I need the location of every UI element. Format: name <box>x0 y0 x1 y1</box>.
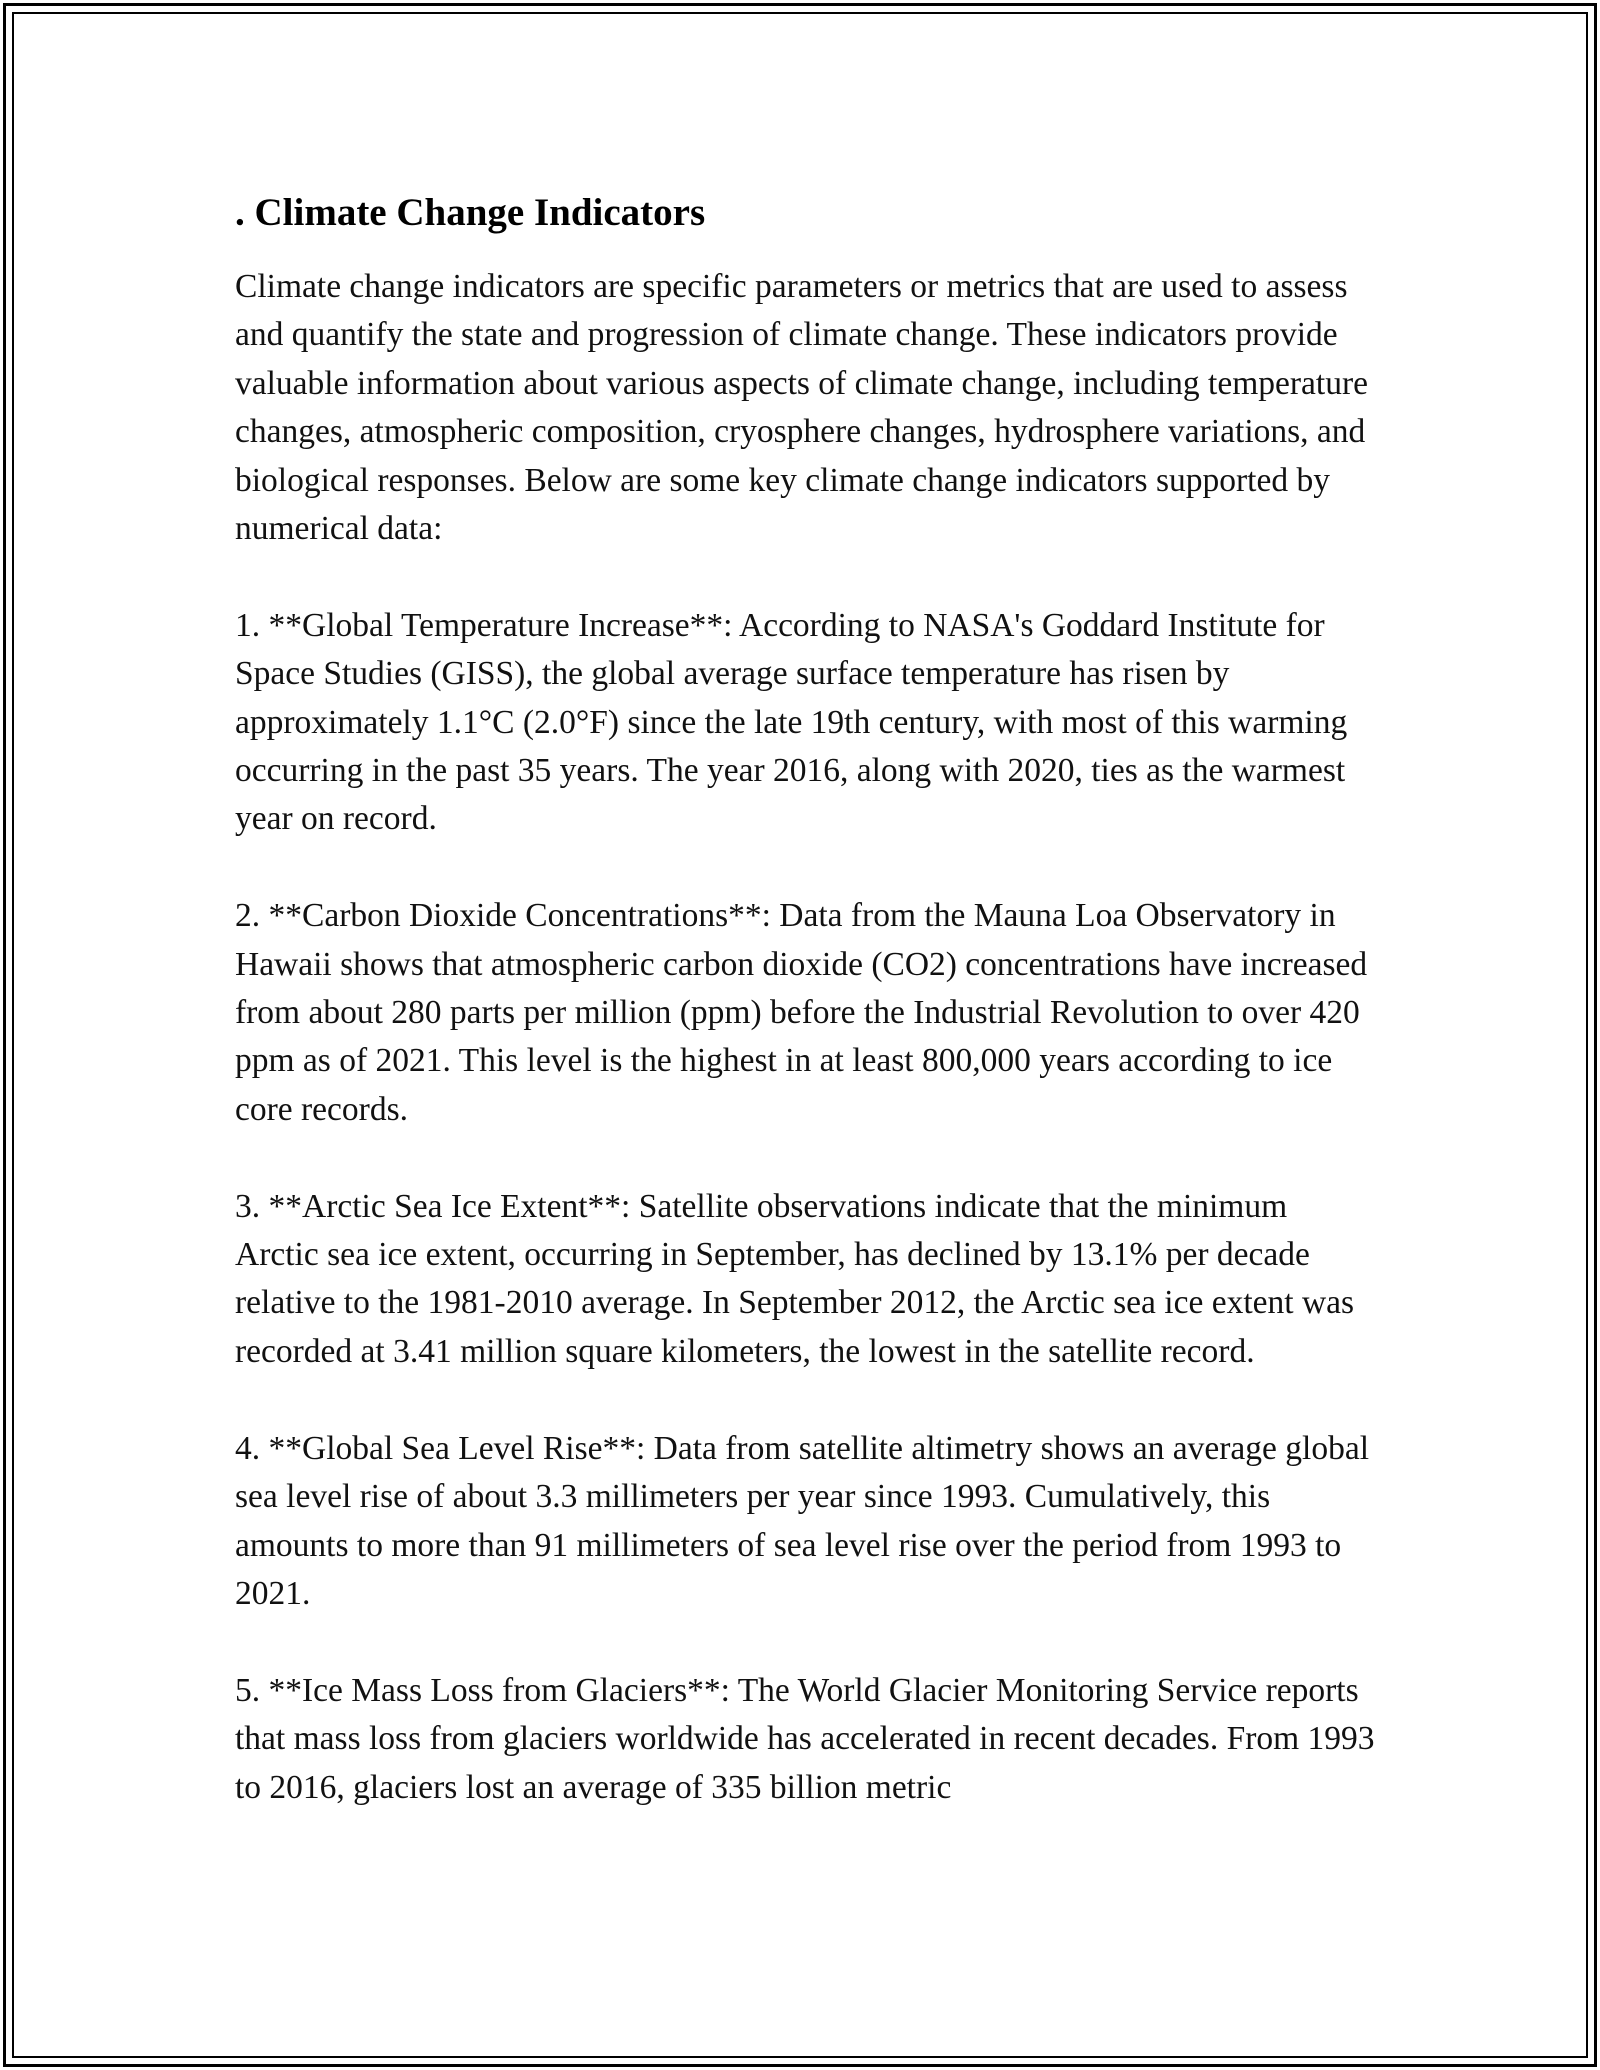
indicator-arctic-sea-ice: 3. **Arctic Sea Ice Extent**: Satellite observations indicate that the minimum Arctic sea ice extent, occurring in September, has declined by 13.1% per decade relative to the 1981-2010 average. In September 2012, the Arctic sea ice extent was recorded at 3.41 million square kilometers, the lowest in the satellite record. <box>235 1187 1355 1370</box>
indicator-glacier-mass-loss: 5. **Ice Mass Loss from Glaciers**: The World Glacier Monitoring Service reports that mass loss from glaciers worldwide has accelerated in recent decades. From 1993 to 2016, glaciers lost an average of 335 billion metric <box>235 1671 1375 1806</box>
indicator-sea-level-rise: 4. **Global Sea Level Rise**: Data from satellite altimetry shows an average global sea level rise of about 3.3 millimeters per year since 1993. Cumulatively, this amounts to more than 91 millimeters of sea level rise over the period from 1993 to 2021. <box>235 1429 1370 1612</box>
intro-paragraph: Climate change indicators are specific parameters or metrics that are used to assess and quantify the state and progression of climate change. These indicators provide valuable information about various aspects of climate change, including temperature changes, atmospheric composition, cryosphere changes, hydrosphere variations, and biological responses. Below are some key climate change indicators supported by numerical data: <box>235 268 1369 548</box>
indicator-carbon-dioxide: 2. **Carbon Dioxide Concentrations**: Data from the Mauna Loa Observatory in Hawaii shows that atmospheric carbon dioxide (CO2) concentrations have increased from about 280 parts per million (ppm) before the Industrial Revolution to over 420 ppm as of 2021. This level is the highest in at least 800,000 years according to ice core records. <box>235 897 1368 1128</box>
section-title: . Climate Change Indicators <box>235 191 706 234</box>
indicator-global-temperature: 1. **Global Temperature Increase**: According to NASA's Goddard Institute for Space Studies (GISS), the global average surface temperature has risen by approximately 1.1°C (2.0°F) since the late 19th century, with most of this warming occurring in the past 35 years. The year 2016, along with 2020, ties as the warmest year on record. <box>235 606 1348 838</box>
document-body <box>235 185 1375 1860</box>
